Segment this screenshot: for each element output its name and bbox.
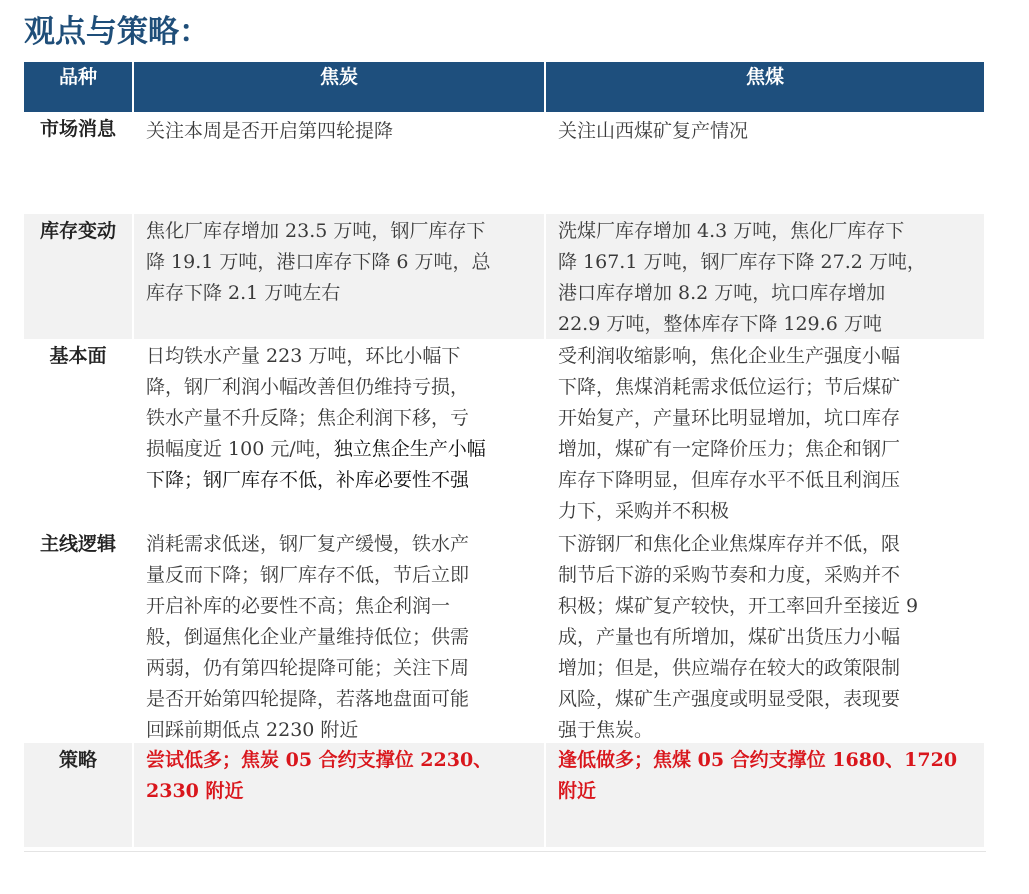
strategy-coking-coal: 逢低做多；焦煤 05 合约支撑位 1680、1720 附近 [546,743,986,847]
table-bottom-divider [24,851,986,852]
strategy-coke: 尝试低多；焦炭 05 合约支撑位 2230、 2330 附近 [134,743,546,847]
page-title: 观点与策略： [24,14,210,50]
main-logic-coke: 消耗需求低迷，钢厂复产缓慢，铁水产 量反而下降；钢厂库存不低，节后立即 开启补库的必要性不高；焦企利润一 般，倒逼焦化企业产量维持低位；供需 两弱，仍有第四轮提降可能；关注下周 是否开始第四轮提降，若落地盘面可能 回踩前期低点 2230 附近 [134,527,546,743]
header-coking-coal: 焦煤 [546,62,986,112]
row-label-strategy: 策略 [24,743,134,847]
fundamentals-coke [134,339,546,527]
row-label-inventory: 库存变动 [24,214,134,339]
main-logic-coking-coal: 下游钢厂和焦化企业焦煤库存并不低，限 制节后下游的采购节奏和力度，采购并不 积极；煤矿复产较快，开工率回升至接近 9 成，产量也有所增加，煤矿出货压力小幅 增加；但是，供应端存在较大的政策限制 风险，煤矿生产强度或明显受限，表现要 强于焦炭。 [546,527,986,743]
header-variety: 品种 [24,62,134,112]
fundamentals-coke-part2: 独立焦企生产小幅 下降；钢厂库存不低，补库必要性不强 [146,438,486,491]
header-coke: 焦炭 [134,62,546,112]
row-label-market-news: 市场消息 [24,112,134,214]
inventory-coking-coal: 洗煤厂库存增加 4.3 万吨，焦化厂库存下 降 167.1 万吨，钢厂库存下降 27.2 万吨， 港口库存增加 8.2 万吨，坑口库存增加 22.9 万吨，整体库存下降 129.6 万吨 [546,214,986,339]
fundamentals-coke-part1: 日均铁水产量 223 万吨，环比小幅下 降，钢厂利润小幅改善但仍维持亏损， 铁水产量不升反降；焦企利润下移，亏 损幅度近 100 元/吨， [146,345,470,460]
fundamentals-coking-coal: 受利润收缩影响，焦化企业生产强度小幅 下降，焦煤消耗需求低位运行；节后煤矿 开始复产，产量环比明显增加，坑口库存 增加，煤矿有一定降价压力；焦企和钢厂 库存下降明显，但库存水平不低且利润压 力下，采购并不积极 [546,339,986,527]
row-label-fundamentals: 基本面 [24,339,134,527]
row-label-main-logic: 主线逻辑 [24,527,134,743]
inventory-coke: 焦化厂库存增加 23.5 万吨，钢厂库存下 降 19.1 万吨，港口库存下降 6 万吨，总 库存下降 2.1 万吨左右 [134,214,546,339]
strategy-table [24,62,986,847]
market-news-coking-coal: 关注山西煤矿复产情况 [546,112,986,214]
market-news-coke: 关注本周是否开启第四轮提降 [134,112,546,214]
